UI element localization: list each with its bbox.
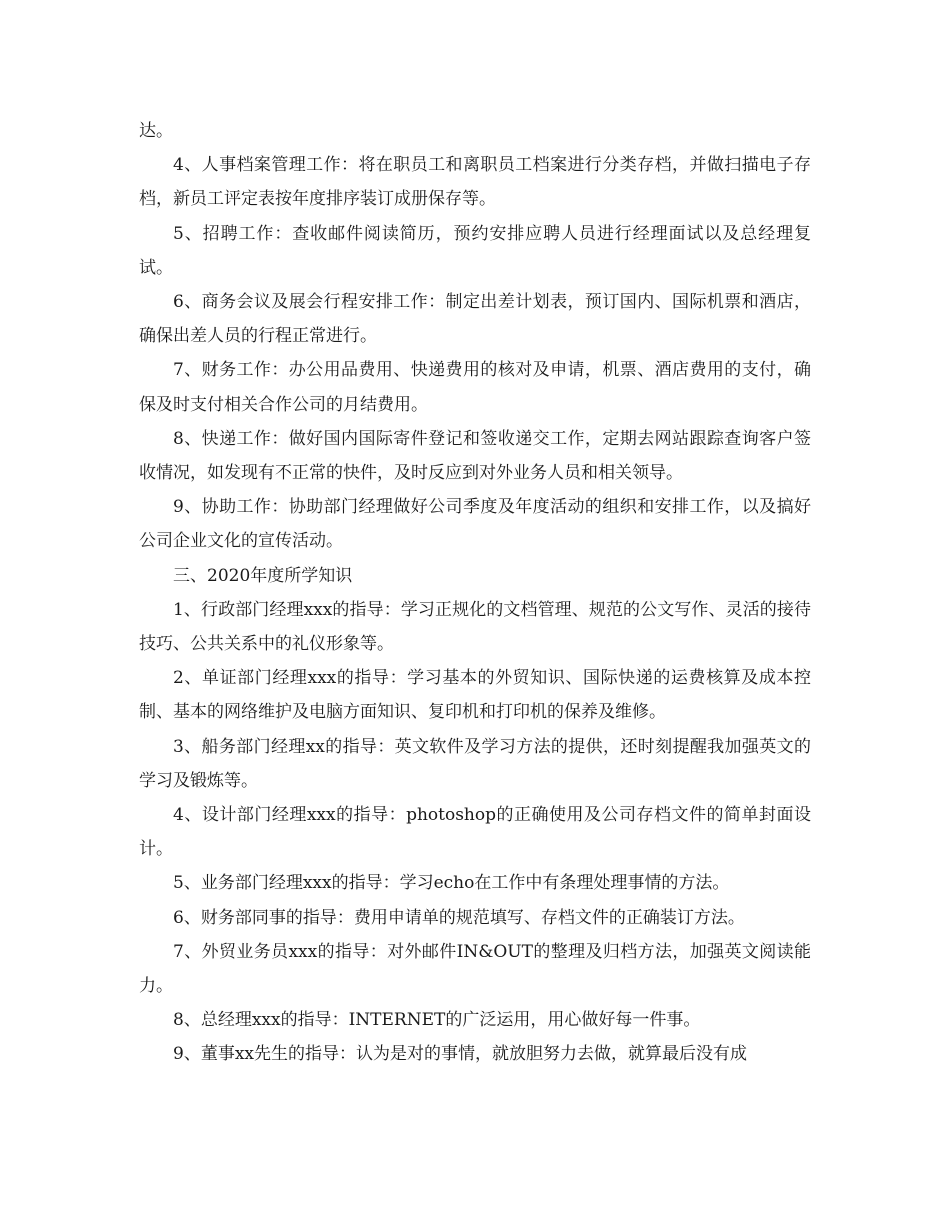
paragraph-item-9-assistance: 9、协助工作：协助部门经理做好公司季度及年度活动的组织和安排工作，以及搞好公司企业文化的宣传活动。 [139, 497, 811, 552]
paragraph-knowledge-7: 7、外贸业务员xxx的指导：对外邮件IN&OUT的整理及归档方法，加强英文阅读能力。 [139, 941, 811, 997]
paragraph-item-6-business-travel: 6、商务会议及展会行程安排工作：制定出差计划表，预订国内、国际机票和酒店，确保出差人员的行程正常进行。 [139, 292, 811, 347]
paragraph-knowledge-5: 5、业务部门经理xxx的指导：学习echo在工作中有条理处理事情的方法。 [173, 873, 730, 894]
section-heading-knowledge: 三、2020年度所学知识 [173, 565, 353, 586]
paragraph-item-4-hr-archives: 4、人事档案管理工作：将在职员工和离职员工档案进行分类存档，并做扫描电子存档，新员工评定表按年度排序装订成册保存等。 [139, 155, 811, 210]
paragraph-item-7-finance: 7、财务工作：办公用品费用、快递费用的核对及申请，机票、酒店费用的支付，确保及时支付相关合作公司的月结费用。 [139, 360, 811, 415]
document-body [139, 114, 811, 1072]
paragraph-knowledge-2: 2、单证部门经理xxx的指导：学习基本的外贸知识、国际快递的运费核算及成本控制、基本的网络维护及电脑方面知识、复印机和打印机的保养及维修。 [139, 668, 811, 723]
paragraph-knowledge-6: 6、财务部同事的指导：费用申请单的规范填写、存档文件的正确装订方法。 [173, 907, 745, 928]
paragraph-item-5-recruitment: 5、招聘工作：查收邮件阅读简历，预约安排应聘人员进行经理面试以及总经理复试。 [139, 223, 811, 278]
paragraph-continuation: 达。 [139, 121, 173, 141]
paragraph-knowledge-8: 8、总经理xxx的指导：INTERNET的广泛运用，用心做好每一件事。 [173, 1010, 701, 1031]
paragraph-knowledge-9: 9、董事xx先生的指导：认为是对的事情，就放胆努力去做，就算最后没有成 [173, 1044, 747, 1065]
paragraph-knowledge-3: 3、船务部门经理xx的指导：英文软件及学习方法的提供，还时刻提醒我加强英文的学习及锻炼等。 [139, 736, 811, 791]
paragraph-item-8-express: 8、快递工作：做好国内国际寄件登记和签收递交工作，定期去网站跟踪查询客户签收情况，如发现有不正常的快件，及时反应到对外业务人员和相关领导。 [139, 428, 811, 484]
paragraph-knowledge-1: 1、行政部门经理xxx的指导：学习正规化的文档管理、规范的公文写作、灵活的接待技巧、公共关系中的礼仪形象等。 [139, 599, 811, 655]
paragraph-knowledge-4: 4、设计部门经理xxx的指导：photoshop的正确使用及公司存档文件的简单封面设计。 [139, 805, 811, 860]
